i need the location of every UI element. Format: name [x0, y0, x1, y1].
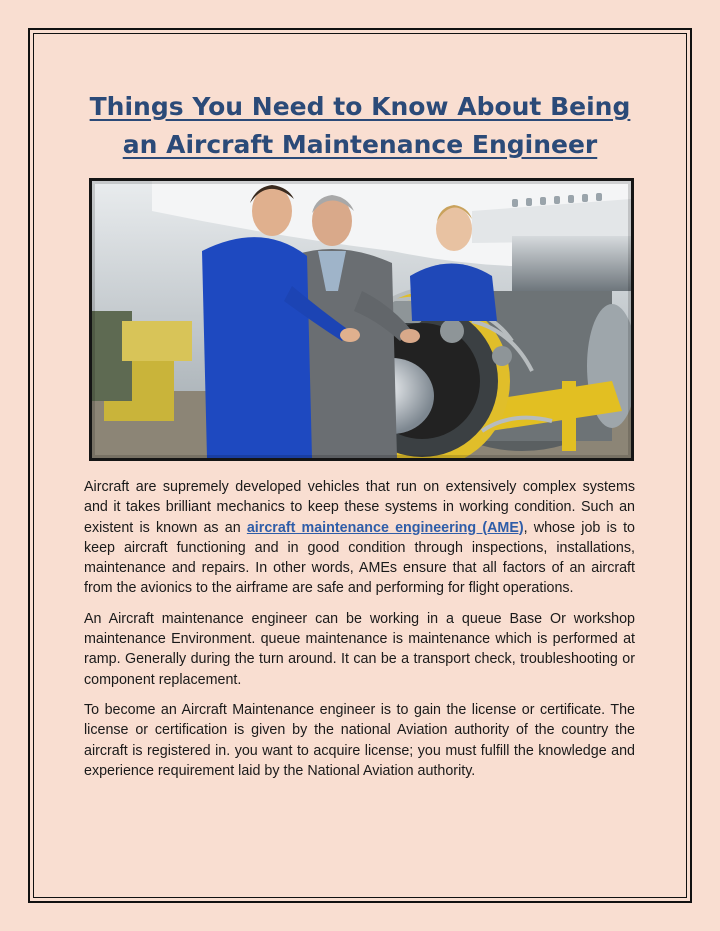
paragraph-2: An Aircraft maintenance engineer can be working in a queue Base Or workshop maintenance Environment. queue maintenance is maintenance which is performed at ramp. Generally during the turn around. It can be a transport check, troubleshooting or component replacement. — [84, 610, 635, 688]
paragraph-1-text-end: , whose job is to keep aircraft functioning and in good condition through inspections, installations, maintenance and repairs. In other words, AMEs ensure that all factors of an aircraft from the avionics to the airframe are safe and performing for flight operations. — [84, 519, 635, 597]
article-body — [84, 477, 635, 791]
title-line-2: an Aircraft Maintenance Engineer — [122, 130, 598, 159]
paragraph-1-text-start: Aircraft are supremely developed vehicles that run on extensively complex systems and it takes brilliant mechanics to keep these systems in working condition. Such an existent is known as an — [84, 479, 635, 536]
engineers-with-jet-engine-photo — [89, 178, 634, 461]
page-title — [60, 88, 660, 164]
paragraph-1 — [84, 477, 635, 599]
ame-link[interactable]: aircraft maintenance engineering (AME) — [246, 519, 524, 536]
title-line-1: Things You Need to Know About Being — [89, 92, 631, 121]
paragraph-3: To become an Aircraft Maintenance engineer is to gain the license or certificate. The license or certification is given by the national Aviation authority of the country the aircraft is registered in. you want to acquire license; you must fulfill the knowledge and experience requirement laid by the National Aviation authority. — [84, 701, 635, 779]
